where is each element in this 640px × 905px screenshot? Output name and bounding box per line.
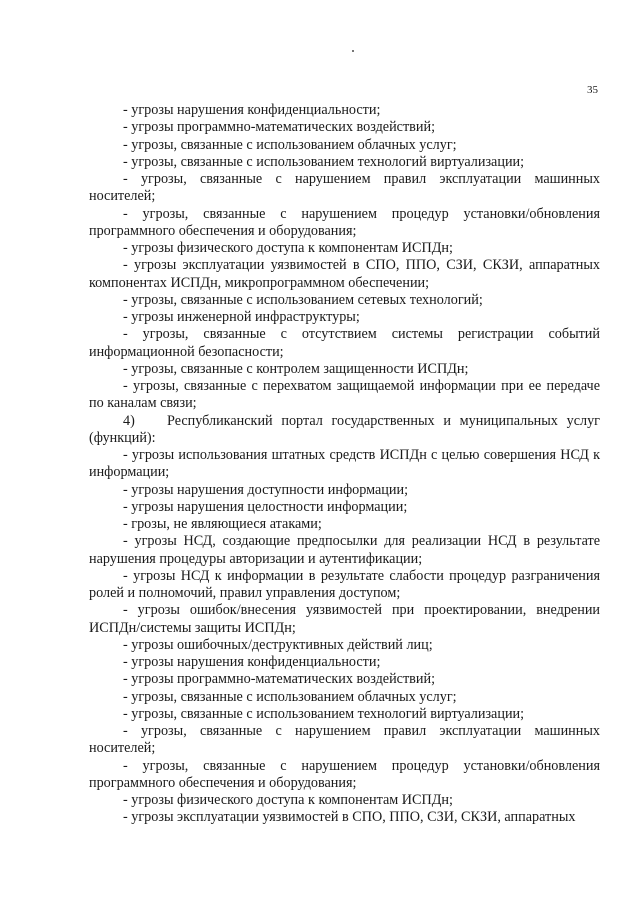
list-item: - угрозы программно-математических воздействий; — [123, 671, 436, 688]
list-item: - угрозы нарушения конфиденциальности; — [123, 654, 381, 670]
list-item: - угрозы использования штатных средств ИСПДн с целью совершения НСД к информации; — [89, 447, 600, 481]
list-item: - угрозы эксплуатации уязвимостей в СПО, ППО, СЗИ, СКЗИ, аппаратных компонентах ИСПДн, микропрограммном обеспечении; — [89, 257, 600, 291]
page-number: 35 — [587, 84, 598, 96]
document-body — [89, 102, 600, 827]
scan-speck — [352, 50, 354, 52]
list-item: - угрозы, связанные с нарушением правил эксплуатации машинных носителей; — [89, 723, 600, 757]
list-item: - угрозы, связанные с использованием сетевых технологий; — [123, 291, 483, 308]
list-item: - угрозы ошибочных/деструктивных действий лиц; — [123, 636, 433, 653]
list-item: - угрозы НСД, создающие предпосылки для реализации НСД в результате нарушения процедуры авторизации и аутентификации; — [89, 533, 600, 567]
list-item: - угрозы ошибок/внесения уязвимостей при проектировании, внедрении ИСПДн/системы защиты ИСПДн; — [89, 602, 600, 636]
list-item: - угрозы, связанные с использованием облачных услуг; — [123, 688, 457, 705]
list-item: - угрозы инженерной инфраструктуры; — [123, 309, 360, 325]
list-item: - угрозы, связанные с перехватом защищаемой информации при ее передаче по каналам связи; — [89, 378, 600, 412]
list-item: - угрозы физического доступа к компонентам ИСПДн; — [123, 792, 453, 808]
list-item: - угрозы физического доступа к компонентам ИСПДн; — [123, 240, 453, 256]
list-item: - угрозы, связанные с нарушением правил эксплуатации машинных носителей; — [89, 171, 600, 205]
list-item: - угрозы, связанные с нарушением процедур установки/обновления программного обеспечения и оборудования; — [89, 757, 600, 791]
list-item: - угрозы, связанные с отсутствием системы регистрации событий информационной безопасности; — [89, 326, 600, 360]
list-item: - угрозы, связанные с использованием технологий виртуализации; — [123, 153, 525, 170]
list-item: - угрозы эксплуатации уязвимостей в СПО, ППО, СЗИ, СКЗИ, аппаратных — [123, 809, 576, 826]
list-item: - угрозы нарушения доступности информации; — [123, 481, 409, 498]
list-item: - угрозы НСД к информации в результате слабости процедур разграничения ролей и полномочий, правил управления доступом; — [89, 567, 600, 601]
list-item: - угрозы нарушения конфиденциальности; — [123, 102, 381, 118]
list-item: - угрозы программно-математических воздействий; — [123, 119, 436, 136]
list-item: - угрозы, связанные с контролем защищенности ИСПДн; — [123, 360, 469, 377]
list-item: - угрозы нарушения целостности информации; — [123, 498, 408, 515]
list-item: - угрозы, связанные с использованием технологий виртуализации; — [123, 705, 525, 722]
list-item: - грозы, не являющиеся атаками; — [123, 516, 322, 532]
list-item: - угрозы, связанные с использованием облачных услуг; — [123, 136, 457, 153]
numbered-heading — [89, 413, 600, 448]
item-number: 4) — [123, 412, 135, 429]
list-item: - угрозы, связанные с нарушением процедур установки/обновления программного обеспечения и оборудования; — [89, 205, 600, 239]
item-text: Республиканский портал государственных и муниципальных услуг (функций): — [89, 412, 600, 446]
